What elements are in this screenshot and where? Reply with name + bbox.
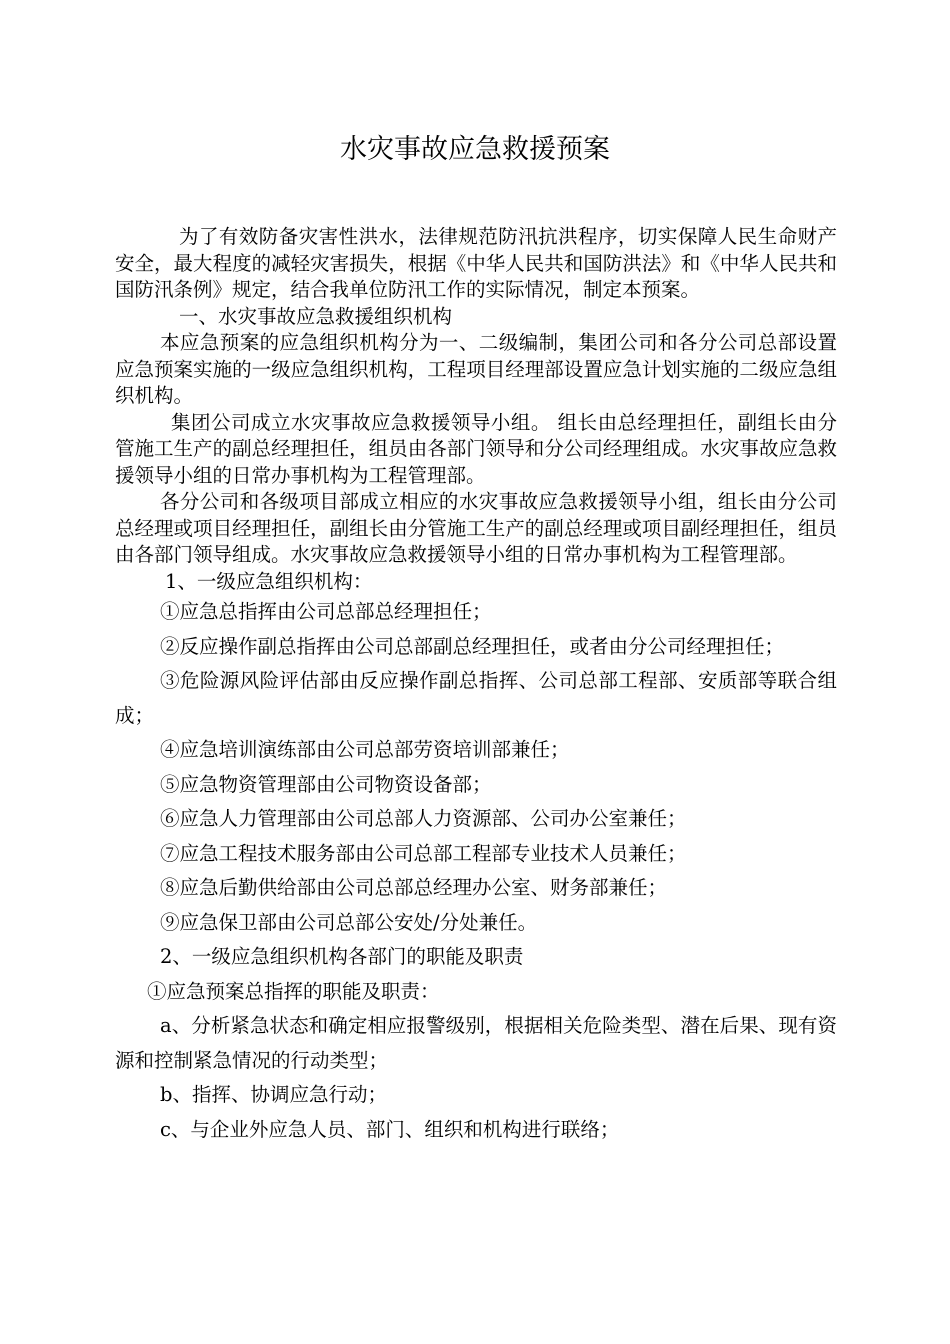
body-paragraph: 集团公司成立水灾事故应急救援领导小组。 组长由总经理担任，副组长由分管施工生产的副总经理担任，组员由各部门领导和分公司经理组成。水灾事故应急救援领导小组的日常办事机构为工程管理部。 <box>115 410 837 487</box>
section-heading-organization: 一、水灾事故应急救援组织机构 <box>179 304 453 328</box>
list-item: ①应急预案总指挥的职能及职责： <box>147 979 440 1003</box>
subsection-heading-duties: 2、一级应急组织机构各部门的职能及职责 <box>160 945 524 968</box>
list-item: a、分析紧急状态和确定相应报警级别，根据相关危险类型、潜在后果、现有资源和控制紧急情况的行动类型； <box>115 1014 837 1072</box>
list-item: ②反应操作副总指挥由公司总部副总经理担任，或者由分公司经理担任； <box>160 634 785 658</box>
document-title: 水灾事故应急救援预案 <box>340 134 610 165</box>
document-body <box>115 224 837 1147</box>
intro-paragraph: 为了有效防备灾害性洪水，法律规范防汛抗洪程序，切实保障人民生命财产安全，最大程度的减轻灾害损失，根据《中华人民共和国防洪法》和《中华人民共和国防汛条例》规定，结合我单位防汛工作的实际情况，制定本预案。 <box>115 225 837 301</box>
subsection-heading-level-one: 1、一级应急组织机构： <box>165 569 373 593</box>
list-item: ⑧应急后勤供给部由公司总部总经理办公室、财务部兼任； <box>160 876 668 899</box>
list-item: ③危险源风险评估部由反应操作副总指挥、公司总部工程部、安质部等联合组成； <box>115 669 837 727</box>
list-item: c、与企业外应急人员、部门、组织和机构进行联络； <box>160 1117 620 1141</box>
list-item: b、指挥、协调应急行动； <box>160 1083 387 1106</box>
list-item: ④应急培训演练部由公司总部劳资培训部兼任； <box>160 738 570 761</box>
list-item: ⑤应急物资管理部由公司物资设备部； <box>160 772 492 796</box>
list-item: ⑦应急工程技术服务部由公司总部工程部专业技术人员兼任； <box>160 841 687 865</box>
body-paragraph: 本应急预案的应急组织机构分为一、二级编制，集团公司和各分公司总部设置应急预案实施的一级应急组织机构，工程项目经理部设置应急计划实施的二级应急组织机构。 <box>115 331 837 407</box>
body-paragraph: 各分公司和各级项目部成立相应的水灾事故应急救援领导小组，组长由分公司总经理或项目经理担任，副组长由分管施工生产的副总经理或项目副经理担任，组员由各部门领导组成。水灾事故应急救援领导小组的日常办事机构为工程管理部。 <box>115 490 837 566</box>
list-item: ⑨应急保卫部由公司总部公安处/分处兼任。 <box>160 910 538 934</box>
list-item: ①应急总指挥由公司总部总经理担任； <box>160 600 492 623</box>
list-item: ⑥应急人力管理部由公司总部人力资源部、公司办公室兼任； <box>160 807 687 830</box>
